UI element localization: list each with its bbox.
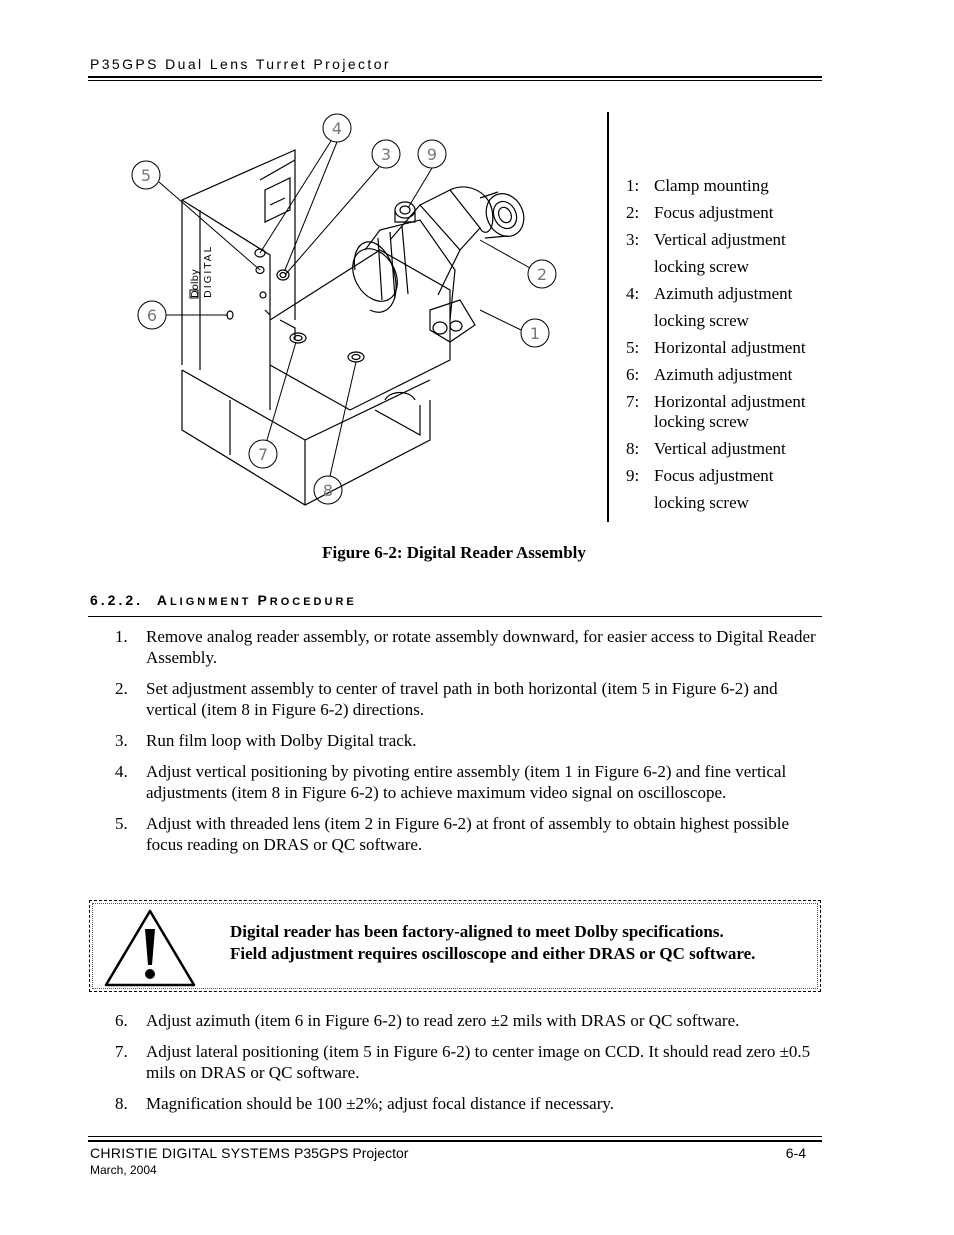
legend-item: 9: Focus adjustment locking screw <box>626 466 774 512</box>
list-item: 6. Adjust azimuth (item 6 in Figure 6-2) to read zero ±2 mils with DRAS or QC software. <box>115 1011 740 1030</box>
figure-caption: Figure 6-2: Digital Reader Assembly <box>322 543 586 562</box>
list-item: 5. Adjust with threaded lens (item 2 in Figure 6-2) at front of assembly to obtain highest possible focus reading on DRAS or QC software. <box>115 814 790 854</box>
procedure-steps-part1 <box>115 626 825 865</box>
legend-item: 6: Azimuth adjustment <box>626 365 793 384</box>
section-heading: 6.2.2. ALIGNMENT PROCEDURE <box>90 592 357 608</box>
page-number: 6-4 <box>785 1145 806 1161</box>
legend-item: 3: Vertical adjustment locking screw <box>626 230 786 276</box>
list-item: 2. Set adjustment assembly to center of travel path in both horizontal (item 5 in Figure 6-2) and vertical (item 8 in Figure 6-2) directions. <box>115 679 778 719</box>
figure-divider <box>607 112 609 522</box>
callout-3: 3 <box>380 145 392 164</box>
legend-item: 4: Azimuth adjustment locking screw <box>626 284 793 330</box>
warning-text <box>230 921 755 965</box>
list-item: 3. Run film loop with Dolby Digital track. <box>115 731 417 750</box>
svg-text:Dolby: Dolby <box>190 269 201 298</box>
header-rule-thin <box>88 80 822 81</box>
legend-item: 5: Horizontal adjustment <box>626 338 806 357</box>
procedure-steps-part2 <box>115 1010 825 1124</box>
callout-4: 4 <box>331 119 343 138</box>
warning-triangle-icon <box>102 907 198 989</box>
callout-1: 1 <box>529 324 541 343</box>
list-item: 7. Adjust lateral positioning (item 5 in Figure 6-2) to center image on CCD. It should read zero ±0.5 mils on DRAS or QC software. <box>115 1042 811 1082</box>
legend-item: 7: Horizontal adjustment locking screw <box>626 392 806 431</box>
section-rule <box>88 616 822 617</box>
list-item: 4. Adjust vertical positioning by pivoting entire assembly (item 1 in Figure 6-2) and fine vertical adjustments (item 8 in Figure 6-2) to achieve maximum video signal on oscilloscope. <box>115 762 787 802</box>
legend-item: 2: Focus adjustment <box>626 203 774 222</box>
footer-date: March, 2004 <box>90 1163 157 1177</box>
list-item: 1. Remove analog reader assembly, or rotate assembly downward, for easier access to Digital Reader Assembly. <box>115 627 816 667</box>
callout-6: 6 <box>146 306 158 325</box>
callout-7: 7 <box>257 445 269 464</box>
digital-reader-assembly-drawing <box>120 110 590 520</box>
svg-text:DIGITAL: DIGITAL <box>203 244 214 298</box>
list-item: 8. Magnification should be 100 ±2%; adjust focal distance if necessary. <box>115 1094 615 1113</box>
brand-name: CHRISTIE DIGITAL SYSTEMS <box>90 1145 291 1161</box>
running-header: P35GPS Dual Lens Turret Projector <box>90 56 391 72</box>
dolby-digital-logo <box>190 245 214 298</box>
footer-title: CHRISTIE DIGITAL SYSTEMS P35GPS Projector <box>90 1145 409 1161</box>
callout-2: 2 <box>536 265 548 284</box>
figure-legend <box>626 176 806 520</box>
legend-item: 1: Clamp mounting <box>626 176 769 195</box>
legend-item: 8: Vertical adjustment <box>626 439 786 458</box>
footer-rule-thin <box>88 1136 822 1137</box>
warning-line-2: Field adjustment requires oscilloscope and either DRAS or QC software. <box>230 944 756 963</box>
warning-line-1: Digital reader has been factory-aligned to meet Dolby specifications. <box>230 922 724 941</box>
header-rule <box>88 76 822 78</box>
footer-rule <box>88 1140 822 1142</box>
callout-8: 8 <box>322 481 334 500</box>
warning-box <box>89 900 821 992</box>
callout-9: 9 <box>426 145 438 164</box>
callout-5: 5 <box>140 166 152 185</box>
